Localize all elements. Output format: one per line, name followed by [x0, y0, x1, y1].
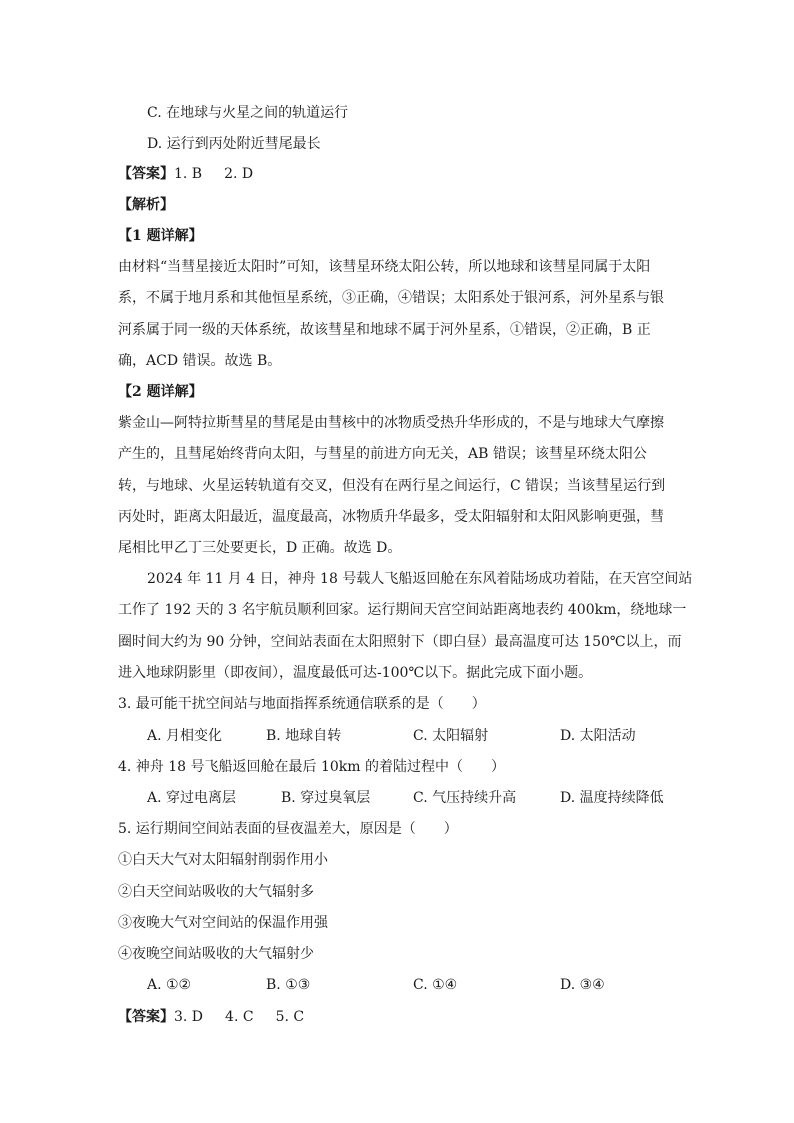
q2-detail-heading: 【2 题详解】	[118, 384, 203, 400]
q2-detail-line: 产生的，且彗尾始终背向太阳，与彗星的前进方向无关，AB 错误；该彗星环绕太阳公	[118, 446, 647, 462]
q5-option-a: A. ①②	[147, 977, 192, 993]
q3-option-a: A. 月相变化	[147, 728, 223, 744]
q5-statement: ③夜晚大气对空间站的保温作用强	[118, 915, 328, 931]
q2-detail-line: 转，与地球、火星运转轨道有交叉，但没有在两行星之间运行，C 错误；当该彗星运行到	[118, 478, 666, 494]
q5-option-c: C. ①④	[413, 977, 458, 993]
q1-detail-heading: 【1 题详解】	[118, 228, 203, 244]
q1-detail-line: 系，不属于地月系和其他恒星系统，③正确，④错误；太阳系处于银河系，河外星系与银	[118, 290, 664, 306]
answer-item: 3. D	[174, 1009, 204, 1025]
answer-label: 【答案】	[118, 166, 174, 182]
answer-label: 【答案】	[118, 1009, 174, 1025]
passage-line: 工作了 192 天的 3 名宇航员顺利回家。运行期间天宫空间站距离地表约 400km，绕地球一	[118, 602, 687, 618]
answer-item: 1. B	[174, 166, 203, 182]
q2-detail-line: 尾相比甲乙丁三处要更长，D 正确。故选 D。	[118, 540, 402, 556]
q3-option-d: D. 太阳活动	[560, 728, 636, 744]
answer-item: 2. D	[224, 166, 254, 182]
q4-option-a: A. 穿过电离层	[147, 790, 237, 806]
q1-detail-line: 河系属于同一级的天体系统，故该彗星和地球不属于河外星系，①错误，②正确，B 正	[118, 322, 651, 338]
passage-line: 圈时间大约为 90 分钟，空间站表面在太阳照射下（即白昼）最高温度可达 150℃以上，而	[118, 634, 682, 650]
analysis-label: 【解析】	[118, 197, 174, 213]
answer-row-2	[118, 1007, 304, 1027]
option-d: D. 运行到丙处附近彗尾最长	[147, 136, 321, 152]
q4-option-b: B. 穿过臭氧层	[281, 790, 371, 806]
q3-option-b: B. 地球自转	[266, 728, 342, 744]
q5-statement: ①白天大气对太阳辐射削弱作用小	[118, 852, 328, 868]
passage-line: 进入地球阴影里（即夜间），温度最低可达-100℃以下。据此完成下面小题。	[118, 665, 593, 681]
answer-item: 5. C	[275, 1009, 305, 1025]
q5-statement: ④夜晚空间站吸收的大气辐射少	[118, 946, 314, 962]
question-5-stem: 5. 运行期间空间站表面的昼夜温差大，原因是（ ）	[118, 821, 458, 837]
answer-row-1	[118, 164, 253, 184]
q5-option-d: D. ③④	[560, 977, 605, 993]
q1-detail-line: 由材料“当彗星接近太阳时”可知，该彗星环绕太阳公转，所以地球和该彗星同属于太阳	[118, 259, 651, 275]
q2-detail-line: 丙处时，距离太阳最近，温度最高，冰物质升华最多，受太阳辐射和太阳风影响更强，彗	[118, 509, 664, 525]
question-3-stem: 3. 最可能干扰空间站与地面指挥系统通信联系的是（ ）	[118, 696, 486, 712]
q4-option-d: D. 温度持续降低	[560, 790, 664, 806]
q3-option-c: C. 太阳辐射	[413, 728, 489, 744]
q4-option-c: C. 气压持续升高	[413, 790, 517, 806]
passage-line: 2024 年 11 月 4 日，神舟 18 号载人飞船返回舱在东风着陆场成功着陆，在天宫空间站	[147, 571, 693, 587]
q5-statement: ②白天空间站吸收的大气辐射多	[118, 884, 314, 900]
option-c: C. 在地球与火星之间的轨道运行	[147, 105, 349, 121]
q2-detail-line: 紫金山—阿特拉斯彗星的彗尾是由彗核中的冰物质受热升华形成的，不是与地球大气摩擦	[118, 415, 664, 431]
q5-option-b: B. ①③	[266, 977, 311, 993]
answer-item: 4. C	[225, 1009, 254, 1025]
q1-detail-line: 确，ACD 错误。故选 B。	[118, 353, 282, 369]
question-4-stem: 4. 神舟 18 号飞船返回舱在最后 10km 的着陆过程中（ ）	[118, 759, 505, 775]
